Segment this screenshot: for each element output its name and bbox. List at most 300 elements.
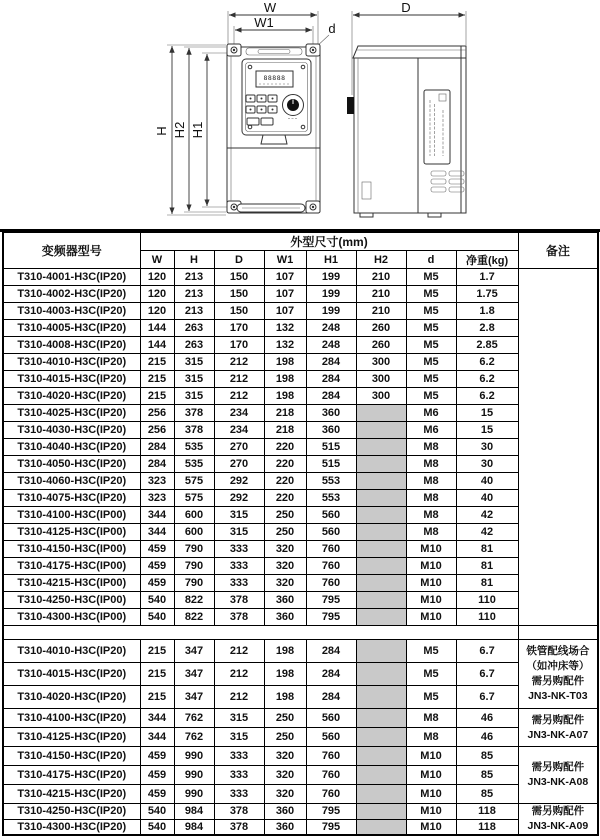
- dim-column-header: W: [140, 251, 174, 269]
- weight-cell: 40: [456, 490, 518, 507]
- gap-cell: [518, 626, 598, 640]
- table-row: [3, 524, 598, 541]
- dim-cell: 212: [214, 371, 264, 388]
- dim-cell: 760: [306, 747, 356, 766]
- dim-cell: M10: [406, 819, 456, 835]
- dim-cell: 284: [140, 439, 174, 456]
- dim-cell: 198: [264, 388, 306, 405]
- weight-cell: 42: [456, 507, 518, 524]
- dim-cell: 560: [306, 524, 356, 541]
- dim-cell: 132: [264, 320, 306, 337]
- weight-cell: 85: [456, 785, 518, 804]
- dim-cell: 150: [214, 269, 264, 286]
- dim-cell: 256: [140, 422, 174, 439]
- model-cell: T310-4015-H3C(IP20): [3, 663, 140, 686]
- dim-cell: 144: [140, 320, 174, 337]
- model-cell: T310-4060-H3C(IP20): [3, 473, 140, 490]
- weight-cell: 6.7: [456, 663, 518, 686]
- dim-cell: 213: [174, 269, 214, 286]
- model-cell: T310-4050-H3C(IP20): [3, 456, 140, 473]
- model-cell: T310-4030-H3C(IP20): [3, 422, 140, 439]
- dim-cell: M8: [406, 507, 456, 524]
- remark-line: 需另购配件: [531, 761, 585, 773]
- dim-cell: [356, 785, 406, 804]
- weight-cell: 6.7: [456, 640, 518, 663]
- dim-cell: 320: [264, 766, 306, 785]
- table-row: [3, 354, 598, 371]
- dim-cell: M5: [406, 388, 456, 405]
- dim-cell: 250: [264, 709, 306, 728]
- dim-cell: M5: [406, 371, 456, 388]
- table-row: [3, 819, 598, 835]
- dim-cell: 120: [140, 286, 174, 303]
- weight-cell: 30: [456, 456, 518, 473]
- dim-cell: 760: [306, 541, 356, 558]
- dim-cell: 344: [140, 709, 174, 728]
- dim-cell: 212: [214, 663, 264, 686]
- dim-cell: [356, 558, 406, 575]
- dim-cell: 107: [264, 303, 306, 320]
- dim-cell: 213: [174, 286, 214, 303]
- dim-cell: 218: [264, 422, 306, 439]
- table-row: [3, 507, 598, 524]
- dim-cell: 459: [140, 575, 174, 592]
- dim-column-header: W1: [264, 251, 306, 269]
- dim-cell: [356, 709, 406, 728]
- dim-cell: 315: [214, 524, 264, 541]
- dim-cell: M8: [406, 524, 456, 541]
- model-cell: T310-4003-H3C(IP20): [3, 303, 140, 320]
- dimension-drawing: [0, 0, 600, 229]
- dim-cell: M8: [406, 728, 456, 747]
- table-row: [3, 286, 598, 303]
- dimensions-table: [2, 232, 599, 836]
- dim-cell: 315: [174, 371, 214, 388]
- table-row: [3, 609, 598, 626]
- dim-cell: 984: [174, 804, 214, 820]
- dim-cell: [356, 640, 406, 663]
- model-cell: T310-4300-H3C(IP00): [3, 609, 140, 626]
- dim-cell: 333: [214, 766, 264, 785]
- dim-cell: 320: [264, 541, 306, 558]
- weight-cell: 15: [456, 422, 518, 439]
- dim-cell: 347: [174, 663, 214, 686]
- dim-cell: 260: [356, 320, 406, 337]
- dim-cell: 284: [140, 456, 174, 473]
- dim-cell: 234: [214, 405, 264, 422]
- dim-cell: 344: [140, 728, 174, 747]
- model-cell: T310-4100-H3C(IP00): [3, 507, 140, 524]
- dim-cell: [356, 439, 406, 456]
- dim-cell: M10: [406, 541, 456, 558]
- dim-cell: M5: [406, 269, 456, 286]
- table-row: [3, 405, 598, 422]
- dim-cell: M8: [406, 473, 456, 490]
- weight-cell: 6.2: [456, 371, 518, 388]
- dim-cell: M10: [406, 575, 456, 592]
- dim-cell: 198: [264, 640, 306, 663]
- weight-cell: 40: [456, 473, 518, 490]
- dim-cell: 292: [214, 490, 264, 507]
- dim-cell: 215: [140, 354, 174, 371]
- dim-cell: M10: [406, 558, 456, 575]
- dim-cell: 320: [264, 558, 306, 575]
- dim-cell: [356, 804, 406, 820]
- front-view: [154, 0, 336, 215]
- remark-cell: [518, 709, 598, 747]
- dim-cell: 378: [174, 405, 214, 422]
- dim-cell: 540: [140, 804, 174, 820]
- dim-cell: M8: [406, 490, 456, 507]
- dim-cell: 333: [214, 575, 264, 592]
- dim-cell: 260: [356, 337, 406, 354]
- dim-cell: 600: [174, 507, 214, 524]
- dim-cell: 990: [174, 747, 214, 766]
- dim-cell: 218: [264, 405, 306, 422]
- dim-cell: 459: [140, 766, 174, 785]
- dim-cell: 333: [214, 541, 264, 558]
- table-row: [3, 709, 598, 728]
- dim-cell: 212: [214, 388, 264, 405]
- dim-label-depth: D: [401, 0, 411, 15]
- model-cell: T310-4175-H3C(IP20): [3, 766, 140, 785]
- dim-cell: 199: [306, 303, 356, 320]
- dim-cell: 210: [356, 286, 406, 303]
- dim-cell: 256: [140, 405, 174, 422]
- table-row: [3, 541, 598, 558]
- dim-cell: 284: [306, 640, 356, 663]
- dim-cell: M5: [406, 337, 456, 354]
- dim-cell: 212: [214, 686, 264, 709]
- dim-cell: 215: [140, 371, 174, 388]
- dim-label-w1: W1: [254, 15, 274, 30]
- gap-cell: [3, 626, 518, 640]
- dim-cell: M8: [406, 709, 456, 728]
- dim-cell: 333: [214, 747, 264, 766]
- dim-cell: 344: [140, 524, 174, 541]
- model-cell: T310-4008-H3C(IP20): [3, 337, 140, 354]
- model-cell: T310-4005-H3C(IP20): [3, 320, 140, 337]
- dim-cell: 210: [356, 269, 406, 286]
- remark-line: JN3-NK-A09: [527, 820, 589, 832]
- dim-cell: 107: [264, 269, 306, 286]
- dim-cell: 315: [214, 728, 264, 747]
- weight-cell: 85: [456, 747, 518, 766]
- dim-cell: 760: [306, 766, 356, 785]
- dim-cell: 199: [306, 286, 356, 303]
- dim-cell: 120: [140, 269, 174, 286]
- weight-cell: 6.2: [456, 354, 518, 371]
- table-row: [3, 490, 598, 507]
- remark-line: JN3-NK-A08: [527, 776, 589, 788]
- dim-cell: 459: [140, 541, 174, 558]
- dim-cell: 284: [306, 371, 356, 388]
- table-row: [3, 371, 598, 388]
- dim-cell: 120: [140, 303, 174, 320]
- dim-cell: M10: [406, 609, 456, 626]
- weight-cell: 15: [456, 405, 518, 422]
- dim-cell: 132: [264, 337, 306, 354]
- remark-cell: [518, 804, 598, 836]
- dim-cell: 198: [264, 371, 306, 388]
- table-row: [3, 439, 598, 456]
- dim-cell: M8: [406, 439, 456, 456]
- remark-line: JN3-NK-A07: [527, 728, 589, 741]
- dim-cell: 795: [306, 609, 356, 626]
- weight-cell: 1.7: [456, 269, 518, 286]
- dim-cell: 210: [356, 303, 406, 320]
- dim-cell: 760: [306, 558, 356, 575]
- dim-cell: 822: [174, 592, 214, 609]
- dim-cell: 360: [264, 819, 306, 835]
- dim-cell: 320: [264, 575, 306, 592]
- dim-cell: [356, 405, 406, 422]
- dim-cell: 540: [140, 592, 174, 609]
- dim-cell: [356, 728, 406, 747]
- dim-cell: [356, 686, 406, 709]
- table-row: [3, 337, 598, 354]
- model-cell: T310-4075-H3C(IP20): [3, 490, 140, 507]
- dim-cell: 515: [306, 456, 356, 473]
- weight-cell: 81: [456, 541, 518, 558]
- dim-cell: 263: [174, 320, 214, 337]
- weight-cell: 46: [456, 709, 518, 728]
- dim-cell: 220: [264, 473, 306, 490]
- dim-cell: 540: [140, 609, 174, 626]
- dim-cell: 535: [174, 456, 214, 473]
- dim-label-w: W: [263, 0, 277, 15]
- dim-cell: [356, 747, 406, 766]
- dim-cell: 762: [174, 709, 214, 728]
- dim-cell: 220: [264, 439, 306, 456]
- model-cell: T310-4002-H3C(IP20): [3, 286, 140, 303]
- dim-cell: [356, 663, 406, 686]
- dim-cell: M10: [406, 592, 456, 609]
- remark-line: 需另购配件: [531, 805, 585, 817]
- dim-cell: 270: [214, 456, 264, 473]
- dim-cell: 795: [306, 819, 356, 835]
- dim-cell: 600: [174, 524, 214, 541]
- dim-cell: [356, 507, 406, 524]
- model-cell: T310-4250-H3C(IP20): [3, 804, 140, 820]
- dim-cell: 347: [174, 640, 214, 663]
- dim-cell: 212: [214, 640, 264, 663]
- dim-cell: 170: [214, 320, 264, 337]
- dim-cell: 790: [174, 541, 214, 558]
- dim-column-header: D: [214, 251, 264, 269]
- model-cell: T310-4150-H3C(IP00): [3, 541, 140, 558]
- dim-cell: 320: [264, 747, 306, 766]
- table-row: [3, 303, 598, 320]
- dim-cell: M10: [406, 785, 456, 804]
- dim-cell: 822: [174, 609, 214, 626]
- weight-cell: 85: [456, 766, 518, 785]
- dim-cell: 360: [264, 592, 306, 609]
- dim-cell: 795: [306, 592, 356, 609]
- model-cell: T310-4015-H3C(IP20): [3, 371, 140, 388]
- weight-cell: 118: [456, 819, 518, 835]
- weight-cell: 110: [456, 609, 518, 626]
- keypad-panel: [242, 59, 311, 135]
- dim-cell: 323: [140, 473, 174, 490]
- dim-cell: 575: [174, 473, 214, 490]
- model-cell: T310-4020-H3C(IP20): [3, 686, 140, 709]
- dim-cell: 378: [214, 609, 264, 626]
- dim-cell: 150: [214, 303, 264, 320]
- model-cell: T310-4300-H3C(IP20): [3, 819, 140, 835]
- dim-cell: 333: [214, 785, 264, 804]
- dim-cell: M6: [406, 405, 456, 422]
- dim-cell: 360: [306, 422, 356, 439]
- dim-cell: 553: [306, 473, 356, 490]
- column-header-remarks: 备注: [518, 233, 598, 269]
- dim-cell: [356, 592, 406, 609]
- dim-cell: 220: [264, 456, 306, 473]
- dim-cell: M6: [406, 422, 456, 439]
- weight-cell: 2.85: [456, 337, 518, 354]
- dim-cell: 553: [306, 490, 356, 507]
- dim-cell: [356, 609, 406, 626]
- dim-cell: 284: [306, 663, 356, 686]
- dim-cell: M10: [406, 804, 456, 820]
- dim-cell: 315: [174, 354, 214, 371]
- table-row: [3, 640, 598, 663]
- dim-cell: 378: [214, 804, 264, 820]
- dim-column-header: H1: [306, 251, 356, 269]
- dim-cell: 360: [306, 405, 356, 422]
- dim-cell: 984: [174, 819, 214, 835]
- dim-cell: 250: [264, 507, 306, 524]
- table-row: [3, 269, 598, 286]
- dim-cell: M5: [406, 663, 456, 686]
- remark-line: JN3-NK-T03: [528, 690, 588, 702]
- model-cell: T310-4020-H3C(IP20): [3, 388, 140, 405]
- dim-cell: 560: [306, 709, 356, 728]
- dim-column-header: H: [174, 251, 214, 269]
- dim-column-header: d: [406, 251, 456, 269]
- remark-line: （如冲床等）: [526, 660, 590, 672]
- dim-cell: 284: [306, 354, 356, 371]
- dim-label-h2: H2: [172, 121, 187, 139]
- dim-cell: 215: [140, 640, 174, 663]
- dim-cell: 790: [174, 558, 214, 575]
- dim-cell: 248: [306, 320, 356, 337]
- weight-cell: 1.8: [456, 303, 518, 320]
- dim-cell: [356, 575, 406, 592]
- table-row: [3, 456, 598, 473]
- dim-cell: [356, 766, 406, 785]
- dim-cell: 347: [174, 686, 214, 709]
- dim-cell: M5: [406, 640, 456, 663]
- dim-cell: 760: [306, 575, 356, 592]
- dim-cell: [356, 473, 406, 490]
- model-cell: T310-4250-H3C(IP00): [3, 592, 140, 609]
- model-cell: T310-4175-H3C(IP00): [3, 558, 140, 575]
- model-cell: T310-4001-H3C(IP20): [3, 269, 140, 286]
- weight-cell: 118: [456, 804, 518, 820]
- model-cell: T310-4125-H3C(IP20): [3, 728, 140, 747]
- weight-cell: 30: [456, 439, 518, 456]
- dim-cell: M5: [406, 686, 456, 709]
- weight-cell: 110: [456, 592, 518, 609]
- dim-cell: [356, 456, 406, 473]
- dim-cell: 284: [306, 686, 356, 709]
- table-row: [3, 320, 598, 337]
- dim-cell: 515: [306, 439, 356, 456]
- weight-cell: 46: [456, 728, 518, 747]
- dim-cell: 795: [306, 804, 356, 820]
- table-row: [3, 575, 598, 592]
- section-gap-row: [3, 626, 598, 640]
- weight-cell: 81: [456, 558, 518, 575]
- dim-cell: 344: [140, 507, 174, 524]
- model-cell: T310-4150-H3C(IP20): [3, 747, 140, 766]
- dim-cell: 150: [214, 286, 264, 303]
- dim-cell: 170: [214, 337, 264, 354]
- weight-cell: 42: [456, 524, 518, 541]
- dim-cell: 234: [214, 422, 264, 439]
- remark-line: 需另购配件: [531, 675, 585, 687]
- dim-cell: 360: [264, 609, 306, 626]
- dim-cell: 215: [140, 663, 174, 686]
- dim-cell: 360: [264, 804, 306, 820]
- dim-cell: 378: [174, 422, 214, 439]
- dim-cell: 198: [264, 686, 306, 709]
- dim-cell: [356, 819, 406, 835]
- dim-cell: 790: [174, 575, 214, 592]
- dim-cell: 760: [306, 785, 356, 804]
- dim-cell: 270: [214, 439, 264, 456]
- table-row: [3, 558, 598, 575]
- dim-cell: 535: [174, 439, 214, 456]
- weight-cell: 6.7: [456, 686, 518, 709]
- dim-cell: 107: [264, 286, 306, 303]
- dim-cell: 215: [140, 686, 174, 709]
- model-cell: T310-4040-H3C(IP20): [3, 439, 140, 456]
- table-row: [3, 728, 598, 747]
- dim-column-header: 净重(kg): [456, 251, 518, 269]
- dim-cell: 320: [264, 785, 306, 804]
- model-cell: T310-4025-H3C(IP20): [3, 405, 140, 422]
- remark-cell: [518, 269, 598, 626]
- remark-line: 需另购配件: [531, 713, 585, 726]
- dim-cell: 300: [356, 354, 406, 371]
- table-row: [3, 747, 598, 766]
- table-row: [3, 663, 598, 686]
- table-row: [3, 785, 598, 804]
- table-row: [3, 766, 598, 785]
- dim-cell: 250: [264, 524, 306, 541]
- model-cell: T310-4215-H3C(IP00): [3, 575, 140, 592]
- dim-cell: 220: [264, 490, 306, 507]
- weight-cell: 2.8: [456, 320, 518, 337]
- table-body: [3, 269, 598, 836]
- dim-cell: M5: [406, 303, 456, 320]
- dim-cell: 284: [306, 388, 356, 405]
- display-digits: 88888: [263, 74, 286, 82]
- dim-cell: 315: [174, 388, 214, 405]
- dim-cell: M5: [406, 320, 456, 337]
- dim-cell: 263: [174, 337, 214, 354]
- dim-column-header: H2: [356, 251, 406, 269]
- column-group-outline-dimensions: 外型尺寸(mm): [140, 233, 518, 251]
- table-row: [3, 422, 598, 439]
- dim-cell: 990: [174, 785, 214, 804]
- dim-cell: 215: [140, 388, 174, 405]
- side-view: [347, 0, 466, 217]
- model-cell: T310-4010-H3C(IP20): [3, 354, 140, 371]
- dim-cell: [356, 524, 406, 541]
